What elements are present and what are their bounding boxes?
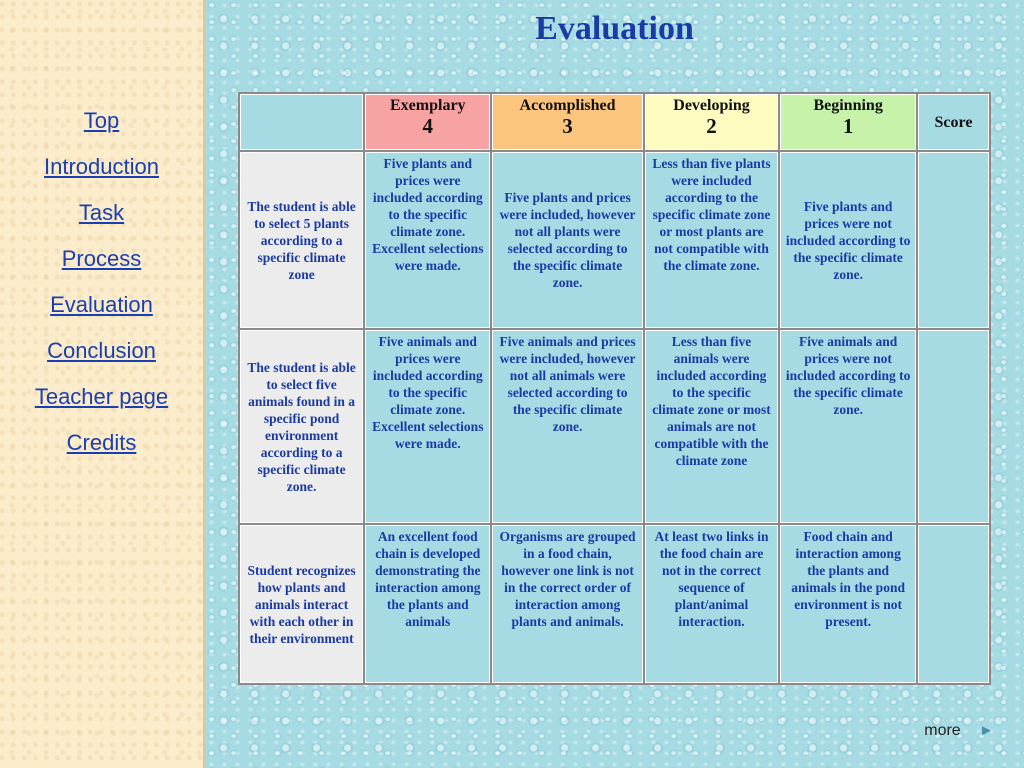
nav-link-top[interactable]: Top — [83, 108, 120, 133]
rubric-row-interaction — [240, 525, 989, 683]
header-level-label: Accomplished — [519, 97, 616, 114]
rubric-cell-developing: Less than five animals were included according to the specific climate zone or most animals are not compatible with the climate zone — [645, 330, 779, 523]
nav-link-teacher-page[interactable]: Teacher page — [34, 384, 169, 409]
page-title: Evaluation — [535, 10, 694, 47]
rubric-table — [238, 92, 991, 685]
next-arrow-icon[interactable]: ► — [979, 722, 994, 739]
nav-link-introduction[interactable]: Introduction — [44, 154, 159, 179]
nav-link-process[interactable]: Process — [61, 246, 142, 271]
header-points: 4 — [422, 114, 434, 138]
header-accomplished — [492, 94, 642, 150]
rubric-cell-developing: Less than five plants were included according to the specific climate zone or most plants are not compatible with the climate zone. — [645, 152, 779, 328]
header-exemplary — [365, 94, 490, 150]
nav-link-task[interactable]: Task — [78, 200, 125, 225]
header-level-label: Beginning — [813, 97, 883, 114]
sidebar — [0, 0, 205, 768]
header-level-label: Developing — [673, 97, 750, 114]
header-score: Score — [918, 94, 989, 150]
nav-link-credits[interactable]: Credits — [66, 430, 137, 455]
nav-menu — [0, 98, 203, 466]
rubric-header-row — [240, 94, 989, 150]
header-developing — [645, 94, 779, 150]
rubric-cell-exemplary: An excellent food chain is developed demonstrating the interaction among the plants and animals — [365, 525, 490, 683]
rubric-cell-beginning: Food chain and interaction among the plants and animals in the pond environment is not present. — [780, 525, 916, 683]
score-cell — [918, 152, 989, 328]
rubric-cell-exemplary: Five animals and prices were included according to the specific climate zone. Excellent selections were made. — [365, 330, 490, 523]
rubric-cell-developing: At least two links in the food chain are not in the correct sequence of plant/animal interaction. — [645, 525, 779, 683]
more-link[interactable] — [924, 722, 994, 740]
criterion-cell: The student is able to select five animals found in a specific pond environment according to a specific climate zone. — [240, 330, 363, 523]
nav-link-conclusion[interactable]: Conclusion — [47, 338, 156, 363]
score-cell — [918, 330, 989, 523]
header-beginning — [780, 94, 916, 150]
rubric-cell-accomplished: Five animals and prices were included, however not all animals were selected according to the specific climate zone. — [492, 330, 642, 523]
rubric-cell-beginning: Five plants and prices were not included according to the specific climate zone. — [780, 152, 916, 328]
criterion-cell: The student is able to select 5 plants according to a specific climate zone — [240, 152, 363, 328]
rubric-row-plants — [240, 152, 989, 328]
header-points: 2 — [706, 114, 717, 138]
rubric-row-animals — [240, 330, 989, 523]
header-level-label: Exemplary — [390, 97, 466, 114]
rubric-cell-exemplary: Five plants and prices were included according to the specific climate zone. Excellent selections were made. — [365, 152, 490, 328]
rubric-cell-accomplished: Organisms are grouped in a food chain, however one link is not in the correct order of interaction among plants and animals. — [492, 525, 642, 683]
criterion-cell: Student recognizes how plants and animals interact with each other in their environment — [240, 525, 363, 683]
header-points: 3 — [562, 114, 573, 138]
more-label: more — [924, 722, 961, 739]
header-blank-cell — [240, 94, 363, 150]
score-cell — [918, 525, 989, 683]
main-content — [205, 0, 1024, 768]
nav-link-evaluation[interactable]: Evaluation — [50, 292, 153, 317]
rubric-cell-accomplished: Five plants and prices were included, however not all plants were selected according to the specific climate zone. — [492, 152, 642, 328]
header-points: 1 — [842, 114, 854, 138]
rubric-cell-beginning: Five animals and prices were not included according to the specific climate zone. — [780, 330, 916, 523]
